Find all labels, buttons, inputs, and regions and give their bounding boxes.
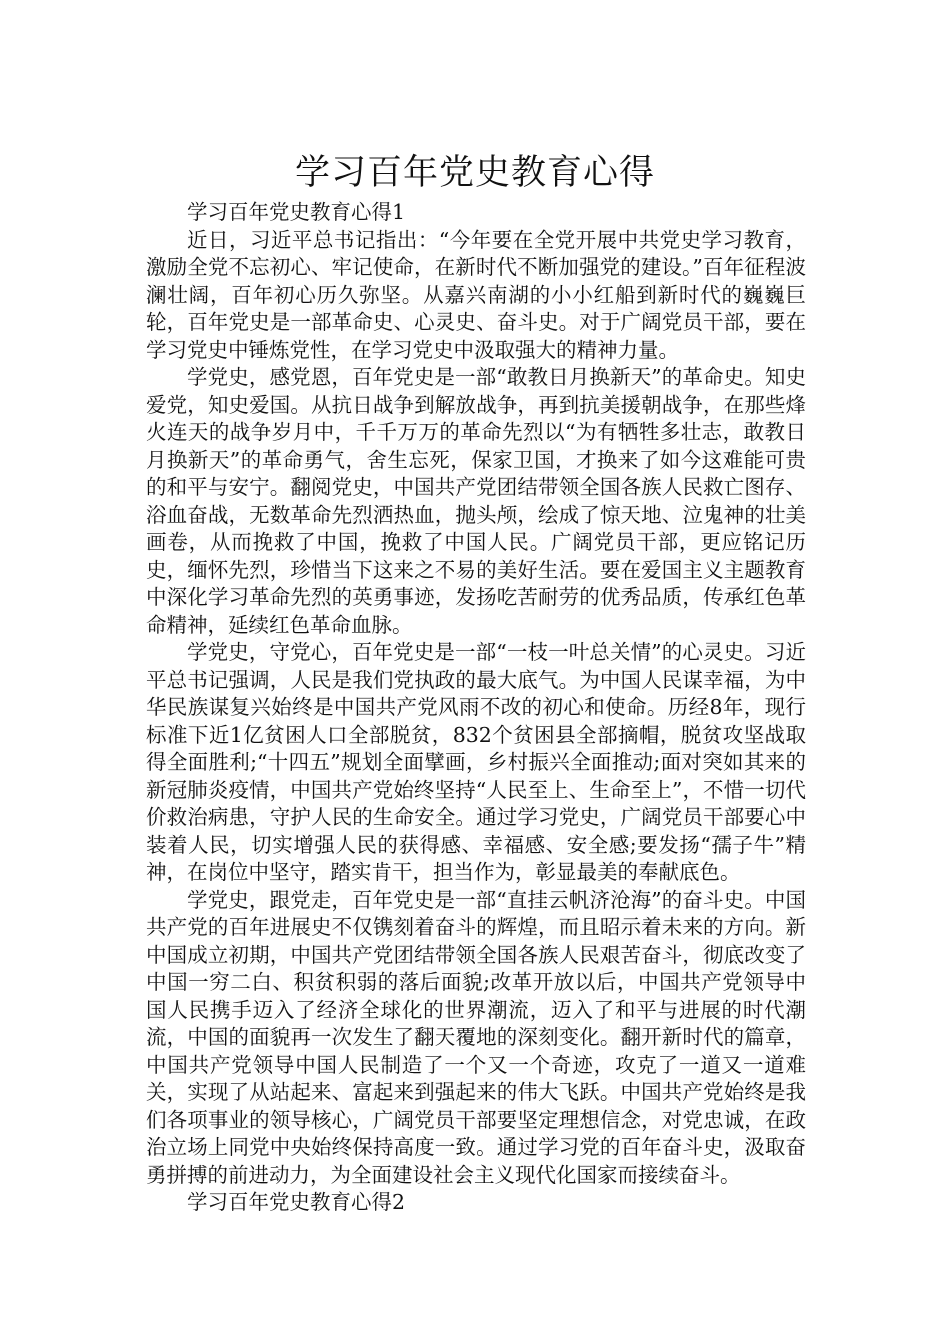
paragraph-intro: 近日，习近平总书记指出：“今年要在全党开展中共党史学习教育，激励全党不忘初心、牢记使命，在新时代不断加强党的建设。”百年征程波澜壮阔，百年初心历久弥坚。从嘉兴南湖的小小红船到新时代的巍巍巨轮，百年党史是一部革命史、心灵史、奋斗史。对于广阔党员干部，要在学习党史中锤炼党性，在学习党史中汲取强大的精神力量。 xyxy=(146,227,806,362)
section-heading-1: 学习百年党史教育心得1 xyxy=(187,200,406,224)
paragraph-gratitude: 学党史，感党恩，百年党史是一部“敢教日月换新天”的革命史。知史爱党，知史爱国。从抗日战争到解放战争，再到抗美援朝战争，在那些烽火连天的战争岁月中，千千万万的革命先烈以“为有牺牲多壮志，敢教日月换新天”的革命勇气，舍生忘死，保家卫国，才换来了如今这难能可贵的和平与安宁。翻阅党史，中国共产党团结带领全国各族人民救亡图存、浴血奋战，无数革命先烈洒热血，抛头颅，绘成了惊天地、泣鬼神的壮美画卷，从而挽救了中国，挽救了中国人民。广阔党员干部，更应铭记历史，缅怀先烈，珍惜当下这来之不易的美好生活。要在爱国主义主题教育中深化学习革命先烈的英勇事迹，发扬吃苦耐劳的优秀品质，传承红色革命精神，延续红色革命血脉。 xyxy=(146,365,806,637)
section-heading-2: 学习百年党史教育心得2 xyxy=(187,1190,406,1214)
paragraph-people: 学党史，守党心，百年党史是一部“一枝一叶总关情”的心灵史。习近平总书记强调，人民是我们党执政的最大底气。为中国人民谋幸福，为中华民族谋复兴始终是中国共产党风雨不改的初心和使命。历经8年，现行标准下近1亿贫困人口全部脱贫，832个贫困县全部摘帽，脱贫攻坚战取得全面胜利;“十四五”规划全面擘画，乡村振兴全面推动;面对突如其来的新冠肺炎疫情，中国共产党始终坚持“人民至上、生命至上”，不惜一切代价救治病患，守护人民的生命安全。通过学习党史，广阔党员干部要心中装着人民，切实增强人民的获得感、幸福感、安全感;要发扬“孺子牛”精神，在岗位中坚守，踏实肯干，担当作为，彰显最美的奉献底色。 xyxy=(146,640,806,884)
document-body xyxy=(146,199,806,1217)
document-title: 学习百年党史教育心得 xyxy=(294,153,655,194)
paragraph-struggle: 学党史，跟党走，百年党史是一部“直挂云帆济沧海”的奋斗史。中国共产党的百年进展史不仅镌刻着奋斗的辉煌，而且昭示着未来的方向。新中国成立初期，中国共产党团结带领全国各族人民艰苦奋斗，彻底改变了中国一穷二白、积贫积弱的落后面貌;改革开放以后，中国共产党领导中国人民携手迈入了经济全球化的世界潮流，迈入了和平与进展的时代潮流，中国的面貌再一次发生了翻天覆地的深刻变化。翻开新时代的篇章，中国共产党领导中国人民制造了一个又一个奇迹，攻克了一道又一道难关，实现了从站起来、富起来到强起来的伟大飞跃。中国共产党始终是我们各项事业的领导核心，广阔党员干部要坚定理想信念，对党忠诚，在政治立场上同党中央始终保持高度一致。通过学习党的百年奋斗史，汲取奋勇拼搏的前进动力，为全面建设社会主义现代化国家而接续奋斗。 xyxy=(146,887,806,1187)
